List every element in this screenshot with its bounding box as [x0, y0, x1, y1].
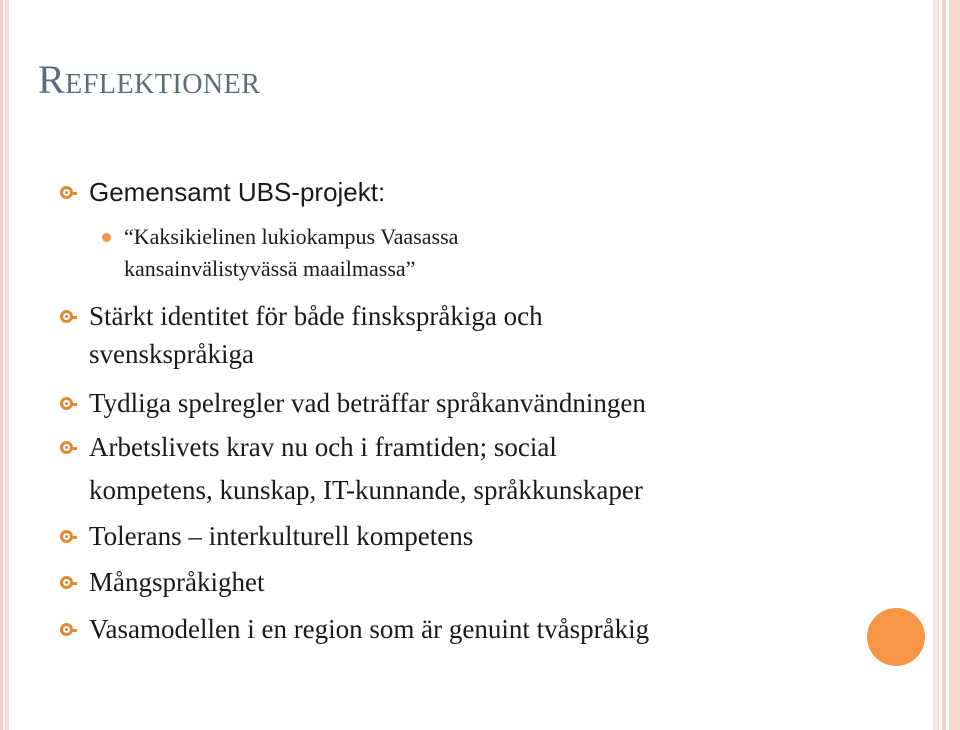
dot-bullet-icon — [102, 233, 111, 242]
left-border-decoration — [0, 0, 12, 730]
sub-bullet-line-1: “Kaksikielinen lukiokampus Vaasassa — [124, 224, 459, 249]
bullet-text-4-line-2: kompetens, kunskap, IT-kunnande, språkkunskaper — [89, 475, 643, 505]
ring-bullet-icon — [60, 397, 73, 410]
ring-bullet-icon — [60, 310, 73, 323]
ring-bullet-icon — [60, 186, 73, 199]
bullet-text-4-line-1: Arbetslivets krav nu och i framtiden; social — [89, 432, 557, 462]
bullet-text-5: Tolerans – interkulturell kompetens — [89, 521, 474, 551]
right-border-decoration — [930, 0, 960, 730]
ring-bullet-icon — [60, 441, 73, 454]
bullet-text-2-line-2: svenskspråkiga — [89, 339, 254, 369]
bullet-text-3: Tydliga spelregler vad beträffar språkanvändningen — [89, 388, 646, 418]
bullet-text-6: Mångspråkighet — [89, 567, 265, 597]
sub-bullet-line-2: kansainvälistyvässä maailmassa” — [124, 256, 416, 281]
ring-bullet-icon — [60, 576, 73, 589]
orange-circle-decoration — [867, 608, 925, 666]
ring-bullet-icon — [60, 623, 73, 636]
bullet-text-7: Vasamodellen i en region som är genuint tvåspråkig — [89, 614, 650, 644]
bullet-text-1: Gemensamt UBS-projekt: — [89, 177, 386, 207]
bullet-text-2-line-1: Stärkt identitet för både finskspråkiga och — [89, 301, 543, 331]
slide-title: Reflektioner — [38, 57, 261, 102]
ring-bullet-icon — [60, 530, 73, 543]
